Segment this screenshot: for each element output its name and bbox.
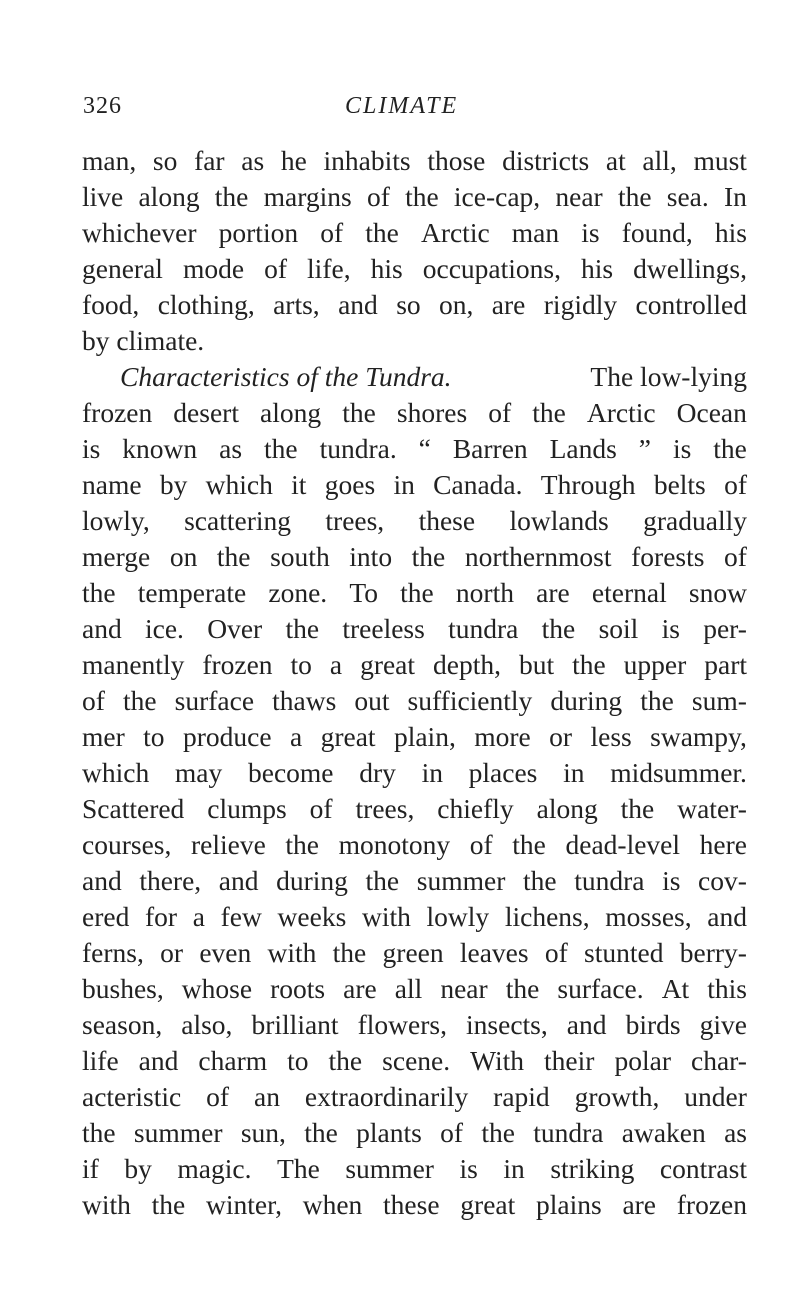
word: lichens, [504,901,590,932]
word: under [684,1081,747,1112]
word: brilliant [251,1009,339,1040]
word: general [82,253,163,284]
word: the [285,829,319,860]
word: by [124,1153,152,1184]
word: sea. [666,181,709,212]
word: found, [621,217,693,248]
text-line [82,719,747,755]
text-line-rest: The low-lying [590,361,747,392]
paragraph-start-line [82,359,747,395]
word: is [82,433,101,464]
word: as [241,145,265,176]
word: awaken [621,1117,706,1148]
text-line [82,791,747,827]
word: the [216,541,251,572]
word: tundra [574,865,645,896]
word: trees, [355,793,415,824]
word: places [468,757,538,788]
word: even [199,937,252,968]
word: also, [181,1009,233,1040]
word: the [400,577,434,608]
word: eternal [591,577,667,608]
word: the [617,181,652,212]
word: for [145,901,178,932]
word: insects, [466,1009,548,1040]
word: water- [677,793,747,824]
word: frozen [676,1189,747,1220]
word: and [82,865,122,896]
word: which [82,757,150,788]
word: if [82,1153,99,1184]
text-line [82,431,747,467]
word: south [270,541,330,572]
word: the [532,397,566,428]
text-line [82,1115,747,1151]
page-number: 326 [83,93,122,119]
word: striking [550,1153,635,1184]
word: during [550,685,623,716]
word: Arctic [586,397,656,428]
word: north [455,577,514,608]
word: in [503,1153,525,1184]
word: thaws [272,685,337,716]
word: dwellings, [633,253,747,284]
word: at [605,145,626,176]
word: of [264,253,288,284]
word: and [218,865,259,896]
word: name [82,469,142,500]
word: along [536,793,598,824]
text-line [82,1187,747,1223]
word: the [122,685,157,716]
word: is [662,865,681,896]
word: the [640,685,674,716]
word: surface. [557,973,644,1004]
word: life, [307,253,351,284]
word: as [219,433,243,464]
text-line [82,647,747,683]
word: to [290,649,312,680]
word: man [511,217,560,248]
word: summer [345,1153,434,1184]
word: out [354,685,390,716]
text-line [82,827,747,863]
word: plains [536,1189,602,1220]
word: charm [198,1045,268,1076]
word: and [138,1045,179,1076]
word: monotony [338,829,451,860]
word: At [661,973,690,1004]
text-line [82,503,747,539]
word: to [143,721,165,752]
word: of [544,937,568,968]
word: there, [139,865,202,896]
word: dry [359,757,396,788]
word: inhabits [323,145,411,176]
text-line [82,899,747,935]
word: whichever [82,217,197,248]
word: here [699,829,747,860]
word: of [440,1117,464,1148]
word: green [382,937,444,968]
word: tundra [533,1117,604,1148]
word: the [365,865,400,896]
word: ferns, [82,937,144,968]
word: tundra. [319,433,397,464]
word: of [469,829,493,860]
word: goes [324,469,376,500]
word: part [704,649,747,680]
body-text [82,143,747,1223]
word: the [82,1117,116,1148]
text-line [82,755,747,791]
word: shores [396,397,468,428]
word: summer [133,1117,223,1148]
word: whose [181,973,253,1004]
word: sufficiently [407,685,533,716]
word: the [572,649,606,680]
word: his [581,253,614,284]
word: so [396,289,421,320]
word: which [205,469,273,500]
word: plants [356,1117,422,1148]
word: mosses, [605,901,692,932]
word: are [622,1189,657,1220]
word: The [277,1153,320,1184]
word: into [349,541,393,572]
word: great [320,721,376,752]
word: frozen [202,649,273,680]
word: extraordinarily [304,1081,469,1112]
word: magic. [177,1153,252,1184]
word: a [289,721,303,752]
word: those [427,145,486,176]
word: are [343,973,377,1004]
word: polar [614,1045,671,1076]
word: become [247,757,334,788]
word: portion [218,217,299,248]
word: he [280,145,307,176]
word: but [518,649,555,680]
word: the [285,613,320,644]
word: ice-cap, [453,181,541,212]
word: desert [173,397,239,428]
word: Scattered [82,793,185,824]
word: the [264,433,298,464]
word: in [563,757,585,788]
word: a [329,649,343,680]
word: is [672,433,692,464]
word: an [253,1081,280,1112]
text-line [82,1043,747,1079]
text-line [82,935,747,971]
word: and [338,289,378,320]
word: courses, [82,829,172,860]
word: relieve [190,829,266,860]
word: Arctic [420,217,490,248]
word: lowly, [82,505,150,536]
word: per- [703,613,747,644]
word: controlled [635,289,747,320]
word: “ [418,433,431,464]
word: of [488,397,512,428]
word: temperate [137,577,247,608]
word: contrast [659,1153,747,1184]
word: growth, [574,1081,660,1112]
word: districts [502,145,590,176]
word: stunted [584,937,664,968]
text-line [82,1151,747,1187]
word: the [365,217,399,248]
word: all, [642,145,677,176]
word: soil [598,613,639,644]
word: his [370,253,403,284]
word: this [707,973,747,1004]
word: with [82,1189,131,1220]
word: swampy, [650,721,747,752]
word: plain, [393,721,456,752]
word: clothing, [157,289,255,320]
word: flowers, [357,1009,447,1040]
word: great [360,649,416,680]
word: with [361,901,411,932]
text-line: by climate. [82,325,205,356]
text-line [82,179,747,215]
word: ” [638,433,651,464]
word: treeless [342,613,425,644]
word: zone. [268,577,328,608]
word: of [82,685,105,716]
word: in [421,757,443,788]
word: To [349,577,378,608]
word: In [723,181,747,212]
word: mode [182,253,245,284]
word: near [440,973,488,1004]
word: his [714,217,747,248]
section-heading: Characteristics of the Tundra. [120,361,452,392]
word: far [194,145,225,176]
word: few [220,901,262,932]
word: is [661,613,680,644]
word: life [82,1045,119,1076]
text-line [82,1079,747,1115]
word: ice. [145,613,184,644]
word: it [291,469,307,500]
word: of [320,217,344,248]
word: arts, [273,289,320,320]
word: scene. [382,1045,451,1076]
word: and [82,613,122,644]
word: the [411,541,446,572]
word: chiefly [437,793,514,824]
word: live [82,181,124,212]
word: manently [82,649,185,680]
word: rapid [493,1081,550,1112]
word: belts [653,469,706,500]
word: snow [688,577,747,608]
word: rigidly [543,289,618,320]
word: great [460,1189,516,1220]
word: in [393,469,415,500]
word: roots [270,973,326,1004]
word: by [159,469,188,500]
word: on [169,541,198,572]
word: northernmost [464,541,612,572]
word: their [544,1045,595,1076]
word: are [491,289,526,320]
word: the [328,1045,363,1076]
word: upper [623,649,687,680]
word: is [581,217,600,248]
word: trees, [325,505,385,536]
word: Canada. [433,469,523,500]
word: frozen [82,397,153,428]
word: of [724,469,747,500]
word: and [566,1009,607,1040]
word: lowly [426,901,490,932]
word: scattering [184,505,292,536]
word: a [192,901,205,932]
word: the [214,181,249,212]
word: lowlands [509,505,609,536]
word: these [383,1189,440,1220]
word: clumps [207,793,287,824]
word: sun, [240,1117,286,1148]
word: the [304,1117,338,1148]
word: merge [82,541,151,572]
word: acteristic [82,1081,182,1112]
word: Ocean [676,397,747,428]
word: of [724,541,747,572]
word: and [707,901,747,932]
word: sum- [691,685,747,716]
word: as [724,1117,747,1148]
word: near [555,181,603,212]
word: depth, [433,649,501,680]
word: these [418,505,476,536]
text-line [82,863,747,899]
word: summer [416,865,506,896]
word: along [138,181,200,212]
text-line [82,143,747,179]
word: char- [691,1045,747,1076]
word: surface [174,685,255,716]
word: during [276,865,348,896]
word: man, [82,145,137,176]
text-line [82,287,747,323]
word: produce [182,721,272,752]
word: of [206,1081,230,1112]
word: of [309,793,333,824]
word: cov- [698,865,747,896]
word: midsummer. [610,757,747,788]
word: With [470,1045,525,1076]
word: margins [263,181,352,212]
word: with [267,937,317,968]
word: the [82,577,116,608]
word: forests [631,541,705,572]
word: along [260,397,322,428]
word: the [342,397,376,428]
word: the [620,793,655,824]
word: less [590,721,632,752]
text-line [82,575,747,611]
running-title: CLIMATE [345,93,459,119]
text-line [82,215,747,251]
word: the [151,1189,186,1220]
word: the [332,937,367,968]
word: is [459,1153,478,1184]
word: more [474,721,531,752]
word: may [174,757,223,788]
word: give [699,1009,747,1040]
text-line [82,251,747,287]
word: the [505,973,540,1004]
word: Lands [549,433,617,464]
word: the [713,433,747,464]
word: Barren [452,433,528,464]
text-line [82,395,747,431]
word: so [152,145,178,176]
word: to [287,1045,309,1076]
word: food, [82,289,140,320]
text-line [82,539,747,575]
word: weeks [277,901,347,932]
word: leaves [459,937,529,968]
text-line [82,611,747,647]
word: or [549,721,573,752]
word: the [522,865,557,896]
word: or [160,937,184,968]
word: tundra [448,613,519,644]
word: Through [540,469,636,500]
word: Over [207,613,263,644]
text-line [82,467,747,503]
word: the [541,613,576,644]
text-line [82,1007,747,1043]
word: known [122,433,198,464]
word: dead-level [565,829,681,860]
word: are [536,577,570,608]
word: occupations, [422,253,561,284]
word: of [366,181,390,212]
word: winter, [205,1189,282,1220]
word: must [693,145,747,176]
word: gradually [643,505,747,536]
word: birds [625,1009,681,1040]
word: the [512,829,546,860]
word: the [481,1117,515,1148]
word: mer [82,721,125,752]
word: on, [439,289,474,320]
word: the [405,181,439,212]
text-line [82,683,747,719]
word: when [302,1189,363,1220]
word: all [394,973,423,1004]
text-line [82,971,747,1007]
word: bushes, [82,973,164,1004]
word: ered [82,901,130,932]
word: season, [82,1009,163,1040]
word: berry- [679,937,747,968]
